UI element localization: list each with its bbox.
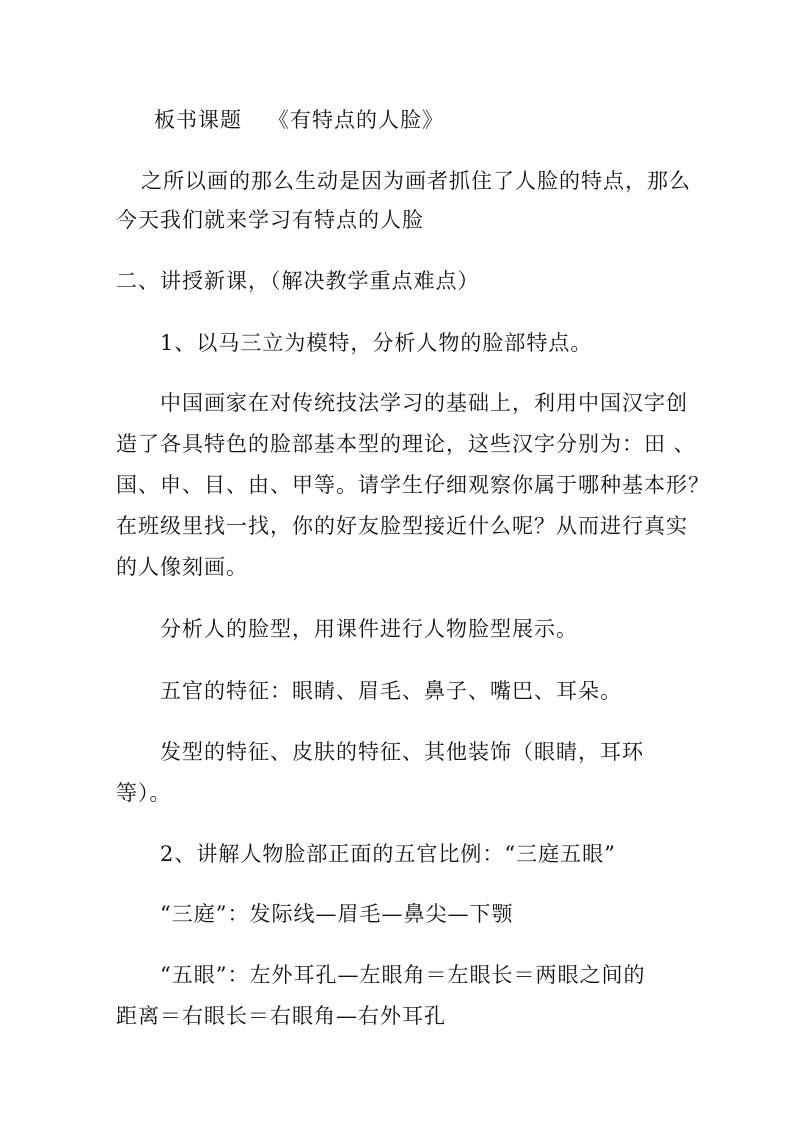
- paragraph-line: 之所以画的那么生动是因为画者抓住了人脸的特点，那么: [141, 169, 691, 193]
- paragraph-line: 今天我们就来学习有特点的人脸: [116, 208, 424, 232]
- lesson-title: 《有特点的人脸》: [268, 108, 444, 132]
- subsection-heading: 1、以马三立为模特，分析人物的脸部特点。: [160, 331, 593, 355]
- paragraph-line: 在班级里找一找，你的好友脸型接近什么呢？从而进行真实: [116, 514, 688, 538]
- subsection-heading: 2、讲解人物脸部正面的五官比例：“三庭五眼”: [160, 842, 616, 866]
- paragraph-line: 发型的特征、皮肤的特征、其他装饰（眼睛，耳环: [160, 740, 644, 764]
- paragraph-line: 等）。: [116, 781, 172, 805]
- paragraph-line: 造了各具特色的脸部基本型的理论，这些汉字分别为：田 、: [116, 432, 696, 456]
- paragraph-line: 国、申、目、由、甲等。请学生仔细观察你属于哪种基本形？: [116, 473, 710, 497]
- paragraph-line: 分析人的脸型，用课件进行人物脸型展示。: [160, 617, 578, 641]
- section-heading: 二、讲授新课，（解决教学重点难点）: [116, 269, 480, 293]
- paragraph-line: “三庭”：发际线—眉毛—鼻尖—下颚: [160, 902, 514, 926]
- board-title-label: 板书课题: [154, 108, 242, 132]
- paragraph-line: 距离＝右眼长＝右眼角—右外耳孔: [116, 1004, 446, 1028]
- paragraph-line: 五官的特征：眼睛、眉毛、鼻子、嘴巴、耳朵。: [160, 679, 622, 703]
- paragraph-line: 的人像刻画。: [116, 555, 248, 579]
- paragraph-line: “五眼”：左外耳孔—左眼角＝左眼长＝两眼之间的: [160, 963, 646, 987]
- paragraph-line: 中国画家在对传统技法学习的基础上，利用中国汉字创: [160, 391, 688, 415]
